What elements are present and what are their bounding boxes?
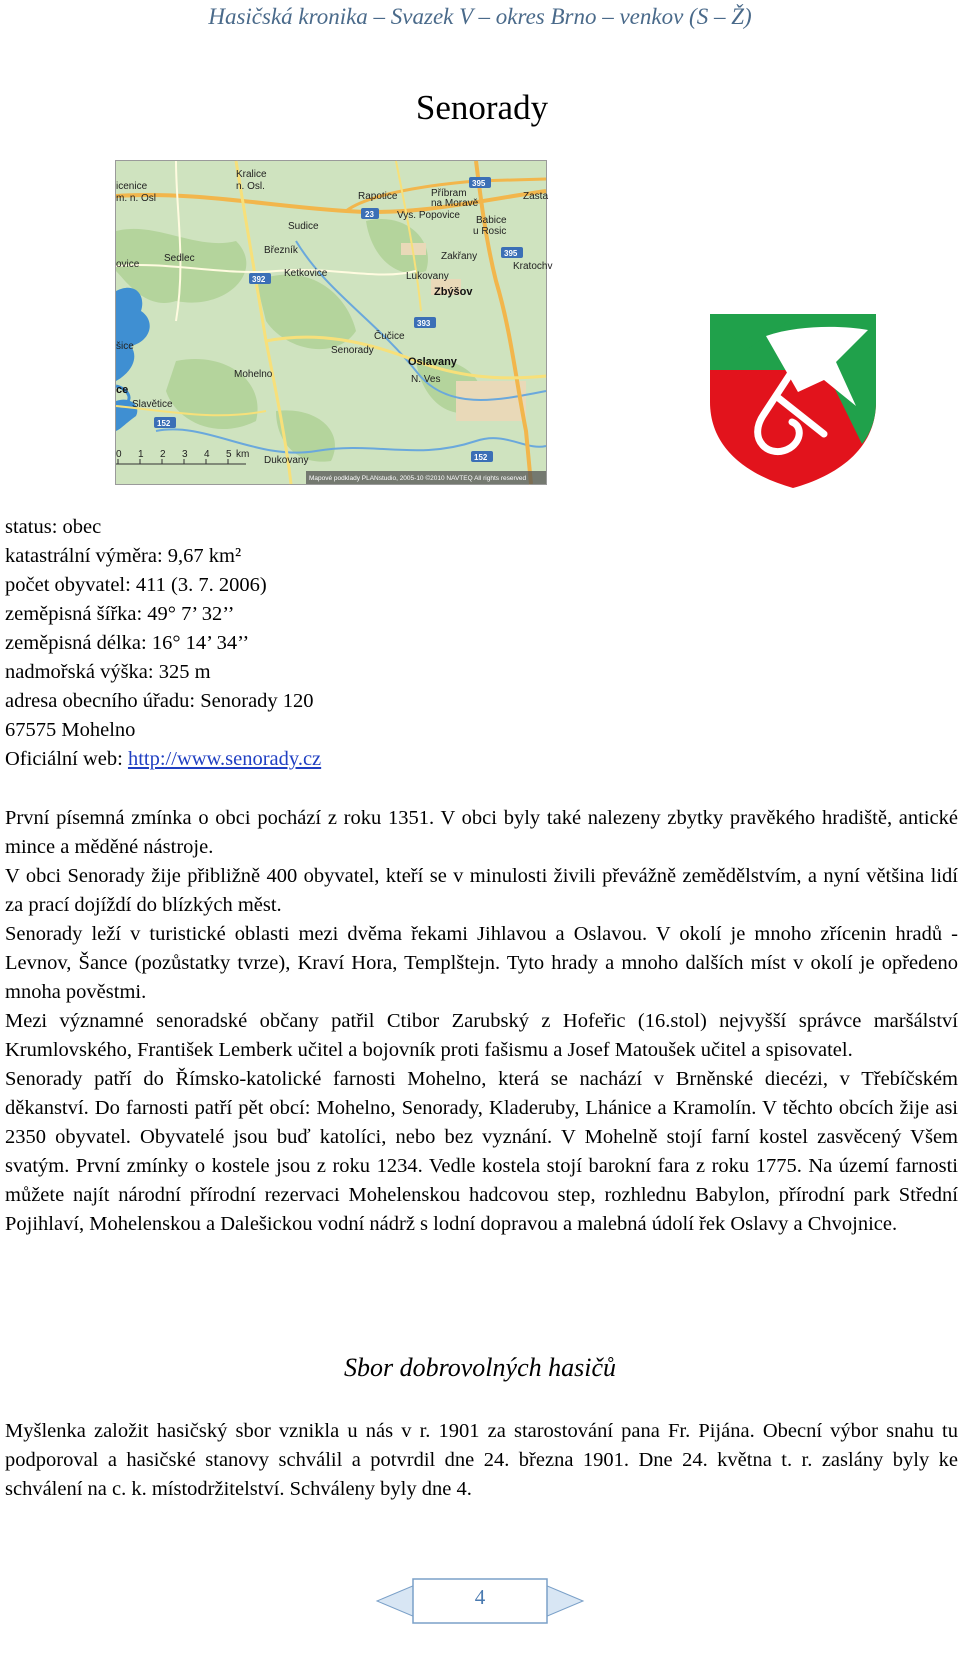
map-place-label: Březník [264, 245, 298, 256]
scale-label: 5 [226, 449, 232, 460]
info-web-label: Oficiální web: [5, 748, 128, 770]
map-place-label: Sedlec [164, 253, 195, 264]
map-place-label: Zbýšov [434, 286, 473, 298]
map-place-label: ovice [116, 259, 140, 270]
map-place-label: Slavětice [132, 399, 173, 410]
map-place-label: N. Ves [411, 374, 441, 385]
map-place-label: Senorady [331, 345, 374, 356]
road-number: 395 [504, 249, 518, 258]
map-place-label: n. Osl. [236, 181, 265, 192]
info-latitude: zeměpisná šířka: 49° 7’ 32’’ [5, 603, 235, 625]
history-text [5, 804, 958, 1239]
coat-of-arms [706, 310, 880, 490]
map-place-label: Čučice [374, 331, 405, 342]
paragraph: Senorady patří do Římsko-katolické farnosti Mohelno, která se nachází v Brněnské diecézi, v Třebíčském děkanství. Do farnosti patří pět obcí: Mohelno, Senorady, Kladeruby, Lhánice a Kramolín. V těchto obcích žije asi 2350 obyvatel. Obyvatelé jsou buď katolíci, nebo bez vyznání. V Mohelně stojí farní kostel zasvěcený Všem svatým. První zmínky o kostele jsou z roku 1234. Vedle kostela stojí barokní fara z roku 1775. Na území farnosti můžete najít národní přírodní rezervaci Mohelenskou hadcovou step, rozhlednu Babylon, přírodní park Střední Pojihlaví, Mohelenskou a Dalešickou vodní nádrž s lodní dopravou a malebná údolí řek Oslavy a Chvojnice. [5, 1068, 958, 1235]
map-place-label: u Rosic [473, 226, 507, 237]
map-place-label: Příbram [431, 188, 467, 199]
road-number: 395 [472, 179, 486, 188]
map-place-label: Kratochv [513, 261, 553, 272]
map-place-label: Mohelno [234, 369, 273, 380]
scale-label: 4 [204, 449, 210, 460]
paragraph: Mezi významné senoradské občany patřil Ctibor Zarubský z Hofeřic (16.stol) nejvyšší správce maršálství Krumlovského, František Lemberk učitel a bojovník proti fašismu a Josef Matoušek učitel a spisovatel. [5, 1010, 958, 1061]
road-number: 152 [157, 419, 171, 428]
map-place-label: Ketkovice [284, 268, 328, 279]
paragraph: Myšlenka založit hasičský sbor vznikla u nás v r. 1901 za starostování pana Fr. Pijána. Obecní výbor snahu tu podporoval a hasičské stanovy schválil a potvrdil dne 24. března 1901. Dne 24. května t. r. zaslány byly ke schválení na c. k. místodržitelství. Schváleny byly dne 4. [5, 1420, 958, 1500]
info-altitude: nadmořská výška: 325 m [5, 661, 211, 683]
section-title: Sbor dobrovolných hasičů [344, 1353, 616, 1382]
scale-label: km [236, 449, 250, 460]
map-place-label: Lukovany [406, 271, 449, 282]
scale-label: 3 [182, 449, 188, 460]
paragraph: První písemná zmínka o obci pochází z roku 1351. V obci byly také nalezeny zbytky pravěkého hradiště, antické mince a měděné nástroje. [5, 807, 958, 858]
village-info [5, 513, 321, 774]
map-copyright: Mapové podklady PLANstudio, 2005-10 ©2010 NAVTEQ All rights reserved [309, 475, 527, 482]
map-place-label: Vys. Popovice [397, 210, 460, 221]
website-link[interactable]: http://www.senorady.cz [127, 748, 322, 770]
page-number: 4 [474, 1585, 486, 1609]
map-place-label: Oslavany [408, 356, 457, 368]
map-place-label: Babice [476, 215, 507, 226]
road-number: 392 [252, 275, 266, 284]
info-longitude: zeměpisná délka: 16° 14’ 34’’ [5, 632, 250, 654]
info-address: adresa obecního úřadu: Senorady 120 [5, 690, 314, 712]
running-head: Hasičská kronika – Svazek V – okres Brno – venkov (S – Ž) [208, 4, 752, 29]
info-status: status: obec [5, 516, 102, 538]
page-title: Senorady [415, 88, 549, 127]
location-map [115, 160, 553, 485]
fire-brigade-text [5, 1417, 958, 1504]
map-place-label: icenice [116, 181, 148, 192]
map-place-label: ce [116, 384, 129, 396]
info-area: katastrální výměra: 9,67 km² [5, 545, 242, 567]
info-postcode: 67575 Mohelno [5, 719, 136, 741]
map-place-label: Sudice [288, 221, 319, 232]
scale-label: 2 [160, 449, 166, 460]
map-place-label: Rapotice [358, 191, 398, 202]
road-number: 393 [417, 319, 431, 328]
info-population: počet obyvatel: 411 (3. 7. 2006) [5, 574, 267, 596]
map-place-label: m. n. Osl [116, 193, 157, 204]
road-number: 152 [474, 453, 488, 462]
map-place-label: Dukovany [264, 455, 309, 466]
map-place-label: Kralice [236, 169, 267, 180]
paragraph: V obci Senorady žije přibližně 400 obyvatel, kteří se v minulosti živili převážně zemědělstvím, a nyní většina lidí za prací dojíždí do blízkých měst. [5, 865, 958, 916]
scale-label: 0 [116, 449, 122, 460]
info-web [5, 745, 321, 774]
scale-label: 1 [138, 449, 144, 460]
paragraph: Senorady leží v turistické oblasti mezi dvěma řekami Jihlavou a Oslavou. V okolí je mnoho zřícenin hradů - Levnov, Šance (pozůstatky tvrze), Kraví Hora, Templštejn. Tyto hrady a mnoho dalších míst v okolí je opředeno mnoha pověstmi. [5, 923, 958, 1003]
map-place-label: na Moravě [431, 198, 479, 209]
map-place-label: šice [116, 341, 134, 352]
map-place-label: Zasta [523, 191, 549, 202]
map-place-label: Zakřany [441, 251, 478, 262]
road-number: 23 [365, 210, 374, 219]
